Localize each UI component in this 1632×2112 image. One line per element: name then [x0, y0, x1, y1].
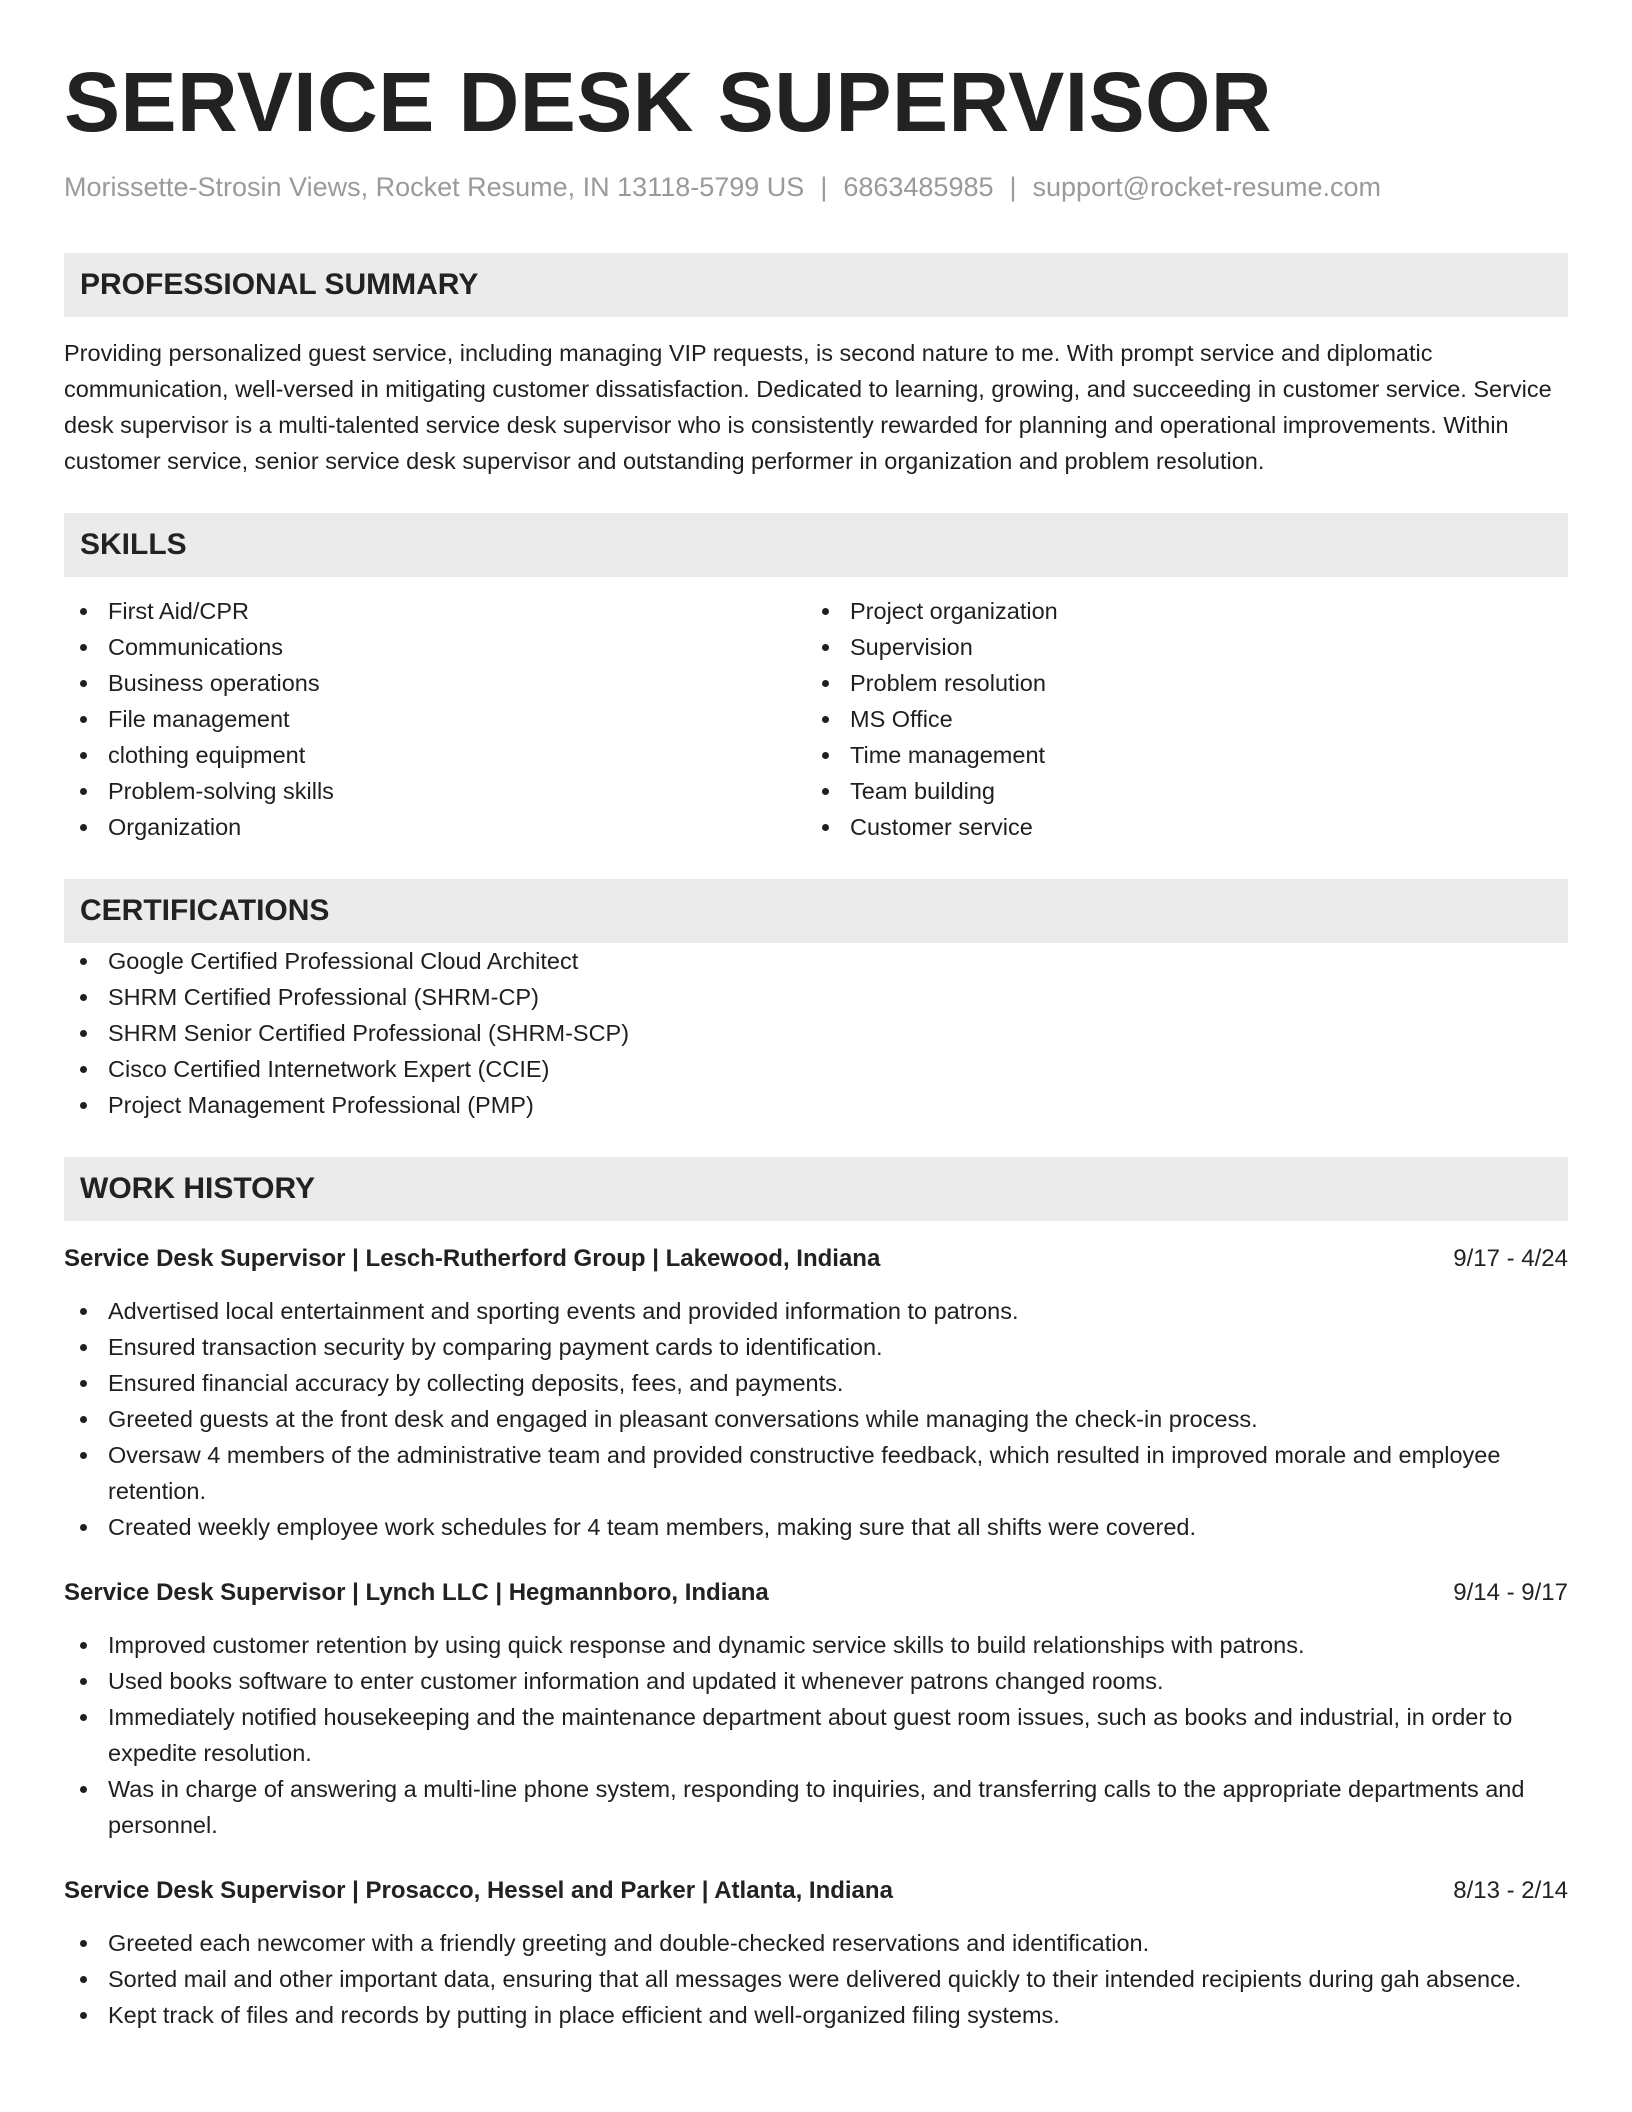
job-entry: [64, 1575, 1568, 1843]
job-entry: [64, 1241, 1568, 1545]
job-bullet: Improved customer retention by using quick response and dynamic service skills to build relationships with patrons.: [64, 1627, 1568, 1663]
skill-item: Customer service: [806, 809, 1568, 845]
contact-email: support@rocket-resume.com: [1032, 172, 1382, 202]
job-bullet: Sorted mail and other important data, ensuring that all messages were delivered quickly to their intended recipients during gah absence.: [64, 1961, 1568, 1997]
certification-item: SHRM Senior Certified Professional (SHRM-SCP): [64, 1015, 1568, 1051]
section-heading-skills: SKILLS: [64, 513, 1568, 577]
section-heading-work-history: WORK HISTORY: [64, 1157, 1568, 1221]
skills-grid: [64, 593, 1568, 845]
skill-item: Problem resolution: [806, 665, 1568, 701]
section-heading-summary: PROFESSIONAL SUMMARY: [64, 253, 1568, 317]
skill-item: File management: [64, 701, 806, 737]
contact-separator: |: [1009, 172, 1017, 202]
skill-item: clothing equipment: [64, 737, 806, 773]
skill-item: Team building: [806, 773, 1568, 809]
job-bullet: Used books software to enter customer information and updated it whenever patrons changed rooms.: [64, 1663, 1568, 1699]
contact-phone: 6863485985: [843, 172, 994, 202]
skill-item: Supervision: [806, 629, 1568, 665]
job-header: [64, 1575, 1568, 1611]
contact-line: [64, 172, 1568, 203]
job-bullet: Oversaw 4 members of the administrative team and provided constructive feedback, which resulted in improved morale and employee retention.: [64, 1437, 1568, 1509]
skill-item: Business operations: [64, 665, 806, 701]
summary-text: Providing personalized guest service, including managing VIP requests, is second nature to me. With prompt service and diplomatic communication, well-versed in mitigating customer dissatisfaction. Dedicated to learning, growing, and succeeding in customer service. Service desk supervisor is a multi-talented service desk supervisor who is consistently rewarded for planning and operational improvements. Within customer service, senior service desk supervisor and outstanding performer in organization and problem resolution.: [64, 340, 1552, 474]
skill-item: MS Office: [806, 701, 1568, 737]
skills-list-left: [64, 593, 806, 845]
skill-item: Problem-solving skills: [64, 773, 806, 809]
job-bullets: [64, 1293, 1568, 1545]
job-bullets: [64, 1925, 1568, 2033]
certification-item: Project Management Professional (PMP): [64, 1087, 1568, 1123]
job-bullets: [64, 1627, 1568, 1843]
job-bullet: Kept track of files and records by putting in place efficient and well-organized filing systems.: [64, 1997, 1568, 2033]
job-dates: 9/14 - 9/17: [1453, 1579, 1568, 1606]
job-title: Service Desk Supervisor | Prosacco, Hessel and Parker | Atlanta, Indiana: [64, 1877, 893, 1904]
resume-name: SERVICE DESK SUPERVISOR: [64, 55, 1273, 149]
job-entry: [64, 1873, 1568, 2033]
skills-list-right: [806, 593, 1568, 845]
job-header: [64, 1873, 1568, 1909]
skill-item: First Aid/CPR: [64, 593, 806, 629]
job-bullet: Advertised local entertainment and sporting events and provided information to patrons.: [64, 1293, 1568, 1329]
certification-item: Google Certified Professional Cloud Architect: [64, 943, 1568, 979]
job-bullet: Ensured transaction security by comparing payment cards to identification.: [64, 1329, 1568, 1365]
certification-item: SHRM Certified Professional (SHRM-CP): [64, 979, 1568, 1015]
job-bullet: Created weekly employee work schedules for 4 team members, making sure that all shifts were covered.: [64, 1509, 1568, 1545]
contact-address: Morissette-Strosin Views, Rocket Resume, IN 13118-5799 US: [64, 172, 805, 202]
job-bullet: Was in charge of answering a multi-line phone system, responding to inquiries, and transferring calls to the appropriate departments and personnel.: [64, 1771, 1568, 1843]
certifications-list: [64, 943, 1568, 1123]
job-title: Service Desk Supervisor | Lynch LLC | Hegmannboro, Indiana: [64, 1579, 769, 1606]
job-bullet: Greeted each newcomer with a friendly greeting and double-checked reservations and identification.: [64, 1925, 1568, 1961]
job-bullet: Greeted guests at the front desk and engaged in pleasant conversations while managing the check-in process.: [64, 1401, 1568, 1437]
skill-item: Project organization: [806, 593, 1568, 629]
job-title: Service Desk Supervisor | Lesch-Rutherford Group | Lakewood, Indiana: [64, 1245, 881, 1272]
job-dates: 9/17 - 4/24: [1453, 1245, 1568, 1272]
skill-item: Communications: [64, 629, 806, 665]
section-heading-certifications: CERTIFICATIONS: [64, 879, 1568, 943]
job-header: [64, 1241, 1568, 1277]
job-bullet: Immediately notified housekeeping and the maintenance department about guest room issues, such as books and industrial, in order to expedite resolution.: [64, 1699, 1568, 1771]
certification-item: Cisco Certified Internetwork Expert (CCIE): [64, 1051, 1568, 1087]
contact-separator: |: [820, 172, 828, 202]
job-dates: 8/13 - 2/14: [1453, 1877, 1568, 1904]
job-bullet: Ensured financial accuracy by collecting deposits, fees, and payments.: [64, 1365, 1568, 1401]
skill-item: Time management: [806, 737, 1568, 773]
skill-item: Organization: [64, 809, 806, 845]
